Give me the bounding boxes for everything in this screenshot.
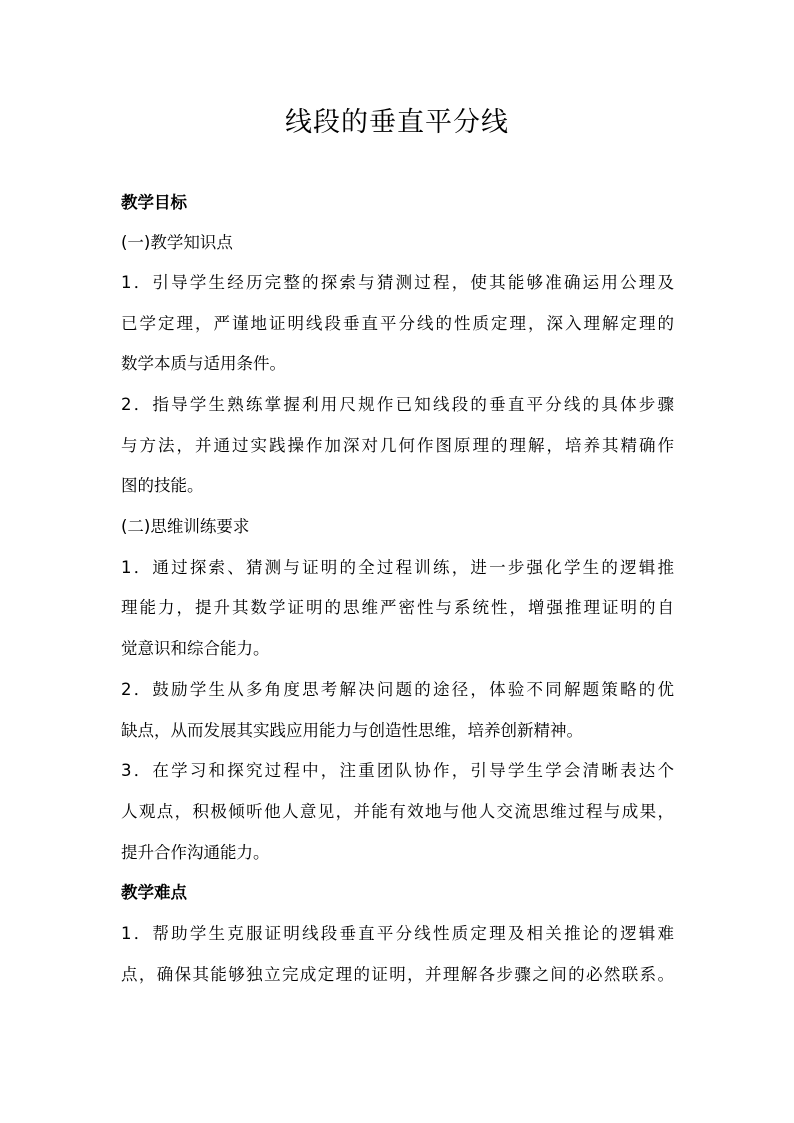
- paragraph-line: 已学定理，严谨地证明线段垂直平分线的性质定理，深入理解定理的: [121, 314, 674, 333]
- paragraph-line: 数学本质与适用条件。: [121, 354, 286, 373]
- paragraph-line: 觉意识和综合能力。: [121, 639, 270, 658]
- paragraph-line: 提升合作沟通能力。: [121, 843, 270, 862]
- section-heading-teaching-difficulties: 教学难点: [121, 883, 187, 902]
- paragraph-line: 人观点，积极倾听他人意见，并能有效地与他人交流思维过程与成果，: [121, 802, 674, 821]
- subsection-label-thinking-training: (二)思维训练要求: [121, 517, 250, 536]
- document-title: 线段的垂直平分线: [285, 107, 509, 138]
- paragraph-line: 1．引导学生经历完整的探索与猜测过程，使其能够准确运用公理及: [121, 273, 674, 292]
- paragraph-line: 1．通过探索、猜测与证明的全过程训练，进一步强化学生的逻辑推: [121, 558, 674, 577]
- paragraph-line: 点，确保其能够独立完成定理的证明，并理解各步骤之间的必然联系。: [121, 965, 674, 984]
- paragraph-line: 2．鼓励学生从多角度思考解决问题的途径，体验不同解题策略的优: [121, 680, 674, 699]
- paragraph-line: 1．帮助学生克服证明线段垂直平分线性质定理及相关推论的逻辑难: [121, 924, 674, 943]
- subsection-label-knowledge-points: (一)教学知识点: [121, 233, 233, 252]
- paragraph-line: 图的技能。: [121, 476, 204, 495]
- paragraph-line: 3．在学习和探究过程中，注重团队协作，引导学生学会清晰表达个: [121, 761, 674, 780]
- paragraph-line: 2．指导学生熟练掌握利用尺规作已知线段的垂直平分线的具体步骤: [121, 395, 674, 414]
- paragraph-line: 缺点，从而发展其实践应用能力与创造性思维，培养创新精神。: [121, 721, 583, 740]
- section-heading-teaching-goals: 教学目标: [121, 193, 187, 212]
- paragraph-line: 与方法，并通过实践操作加深对几何作图原理的理解，培养其精确作: [121, 436, 674, 455]
- paragraph-line: 理能力，提升其数学证明的思维严密性与系统性，增强推理证明的自: [121, 598, 674, 617]
